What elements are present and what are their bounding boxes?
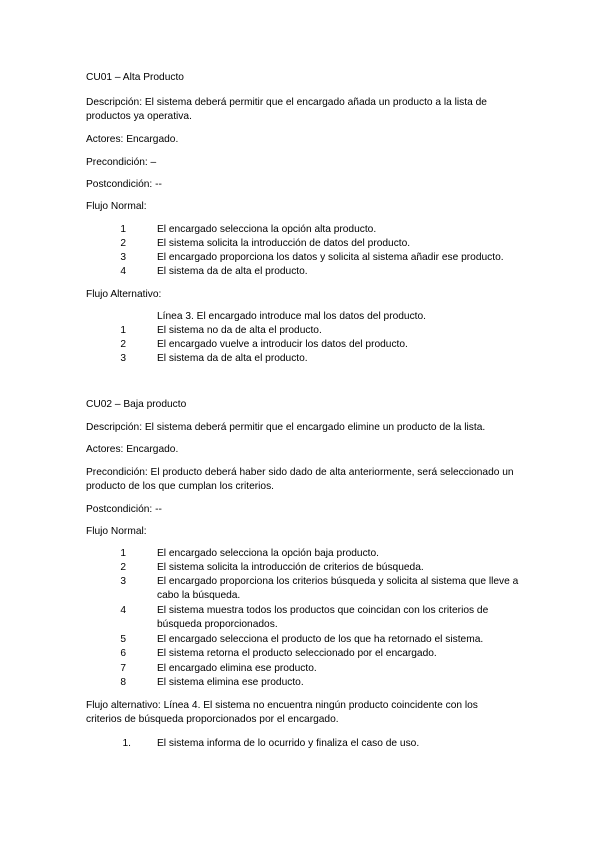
cu01-fn-item: El sistema solicita la introducción de datos del producto. [157,238,411,249]
cu02-fn-item: El sistema elimina ese producto. [157,677,304,688]
cu01-fa-item: El sistema da de alta el producto. [157,353,308,364]
cu01-flujo-normal-label: Flujo Normal: [86,201,147,212]
cu02-fn-number: 2 [120,562,126,573]
cu02-fn-item: El encargado proporciona los criterios búsqueda y solicita al sistema que lleve a [157,576,519,587]
cu01-fa-number: 1 [120,325,126,336]
cu02-fn-item-continuation: búsqueda proporcionados. [157,619,278,630]
cu02-actores: Actores: Encargado. [86,444,179,455]
cu01-flujo-alternativo-label: Flujo Alternativo: [86,289,162,300]
cu02-fn-number: 8 [120,677,126,688]
cu01-actores: Actores: Encargado. [86,134,179,145]
cu02-fn-item-continuation: cabo la búsqueda. [157,590,241,601]
cu02-fn-number: 5 [120,634,126,645]
cu01-precondicion: Precondición: – [86,157,157,168]
cu02-fn-item: El sistema retorna el producto seleccionado por el encargado. [157,648,437,659]
cu01-fn-number: 2 [120,238,126,249]
cu02-fa-item: El sistema informa de lo ocurrido y finaliza el caso de uso. [157,738,420,749]
cu01-fa-number: 3 [120,353,126,364]
cu02-precondicion-line1: Precondición: El producto deberá haber sido dado de alta anteriormente, será seleccionado un [86,467,514,478]
cu01-descripcion-line2: productos ya operativa. [86,111,192,122]
cu01-title: CU01 – Alta Producto [86,72,184,83]
cu01-fn-number: 1 [120,224,126,235]
cu02-fn-item: El encargado selecciona la opción baja producto. [157,548,380,559]
cu02-fn-item: El sistema muestra todos los productos que coincidan con los criterios de [157,605,489,616]
cu02-fn-item: El encargado elimina ese producto. [157,663,317,674]
cu02-flujo-normal-label: Flujo Normal: [86,526,147,537]
cu01-fa-intro: Línea 3. El encargado introduce mal los datos del producto. [157,311,427,322]
cu02-fn-number: 1 [120,548,126,559]
cu01-fn-item: El encargado proporciona los datos y solicita al sistema añadir ese producto. [157,252,504,263]
cu02-descripcion: Descripción: El sistema deberá permitir que el encargado elimine un producto de la lista. [86,422,486,433]
cu02-fa-number: 1. [122,738,131,749]
cu01-fn-number: 3 [120,252,126,263]
cu02-fn-item: El sistema solicita la introducción de criterios de búsqueda. [157,562,424,573]
cu02-flujo-alternativo-line2: criterios de búsqueda proporcionados por el encargado. [86,714,339,725]
cu02-fn-number: 6 [120,648,126,659]
cu02-postcondicion: Postcondición: -- [86,504,162,515]
cu02-fn-item: El encargado selecciona el producto de los que ha retornado el sistema. [157,634,484,645]
cu02-flujo-alternativo-line1: Flujo alternativo: Línea 4. El sistema no encuentra ningún producto coincidente con los [86,700,478,711]
cu02-fn-number: 7 [120,663,126,674]
cu01-fa-item: El sistema no da de alta el producto. [157,325,322,336]
cu02-title: CU02 – Baja producto [86,399,187,410]
cu01-postcondicion: Postcondición: -- [86,179,162,190]
cu01-fn-number: 4 [120,266,126,277]
cu01-fa-item: El encargado vuelve a introducir los datos del producto. [157,339,408,350]
cu02-fn-number: 3 [120,576,126,587]
cu01-descripcion-line1: Descripción: El sistema deberá permitir que el encargado añada un producto a la lista de [86,97,487,108]
cu02-fn-number: 4 [120,605,126,616]
cu01-fn-item: El sistema da de alta el producto. [157,266,308,277]
cu01-fa-number: 2 [120,339,126,350]
cu02-precondicion-line2: producto de los que cumplan los criterios. [86,481,275,492]
cu01-fn-item: El encargado selecciona la opción alta producto. [157,224,377,235]
